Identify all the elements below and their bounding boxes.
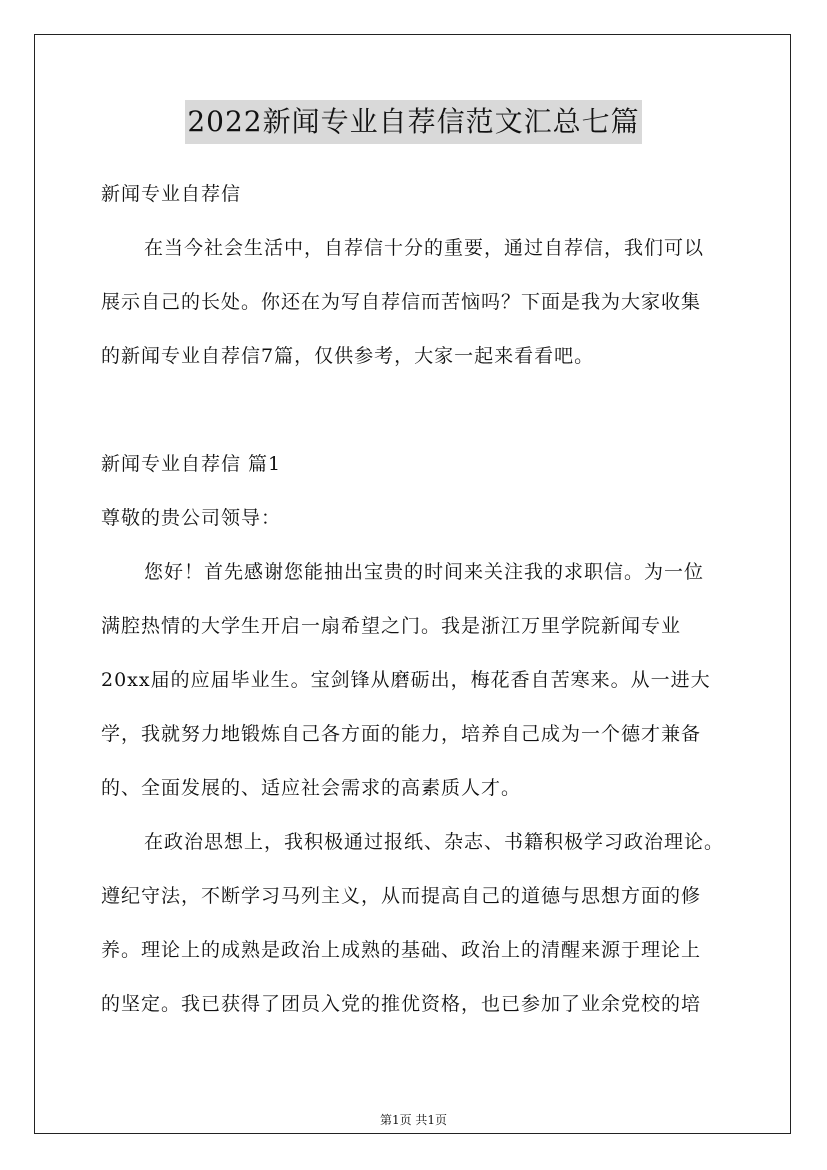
paragraph-line: 您好！首先感谢您能抽出宝贵的时间来关注我的求职信。为一位 — [144, 561, 705, 583]
paragraph-line: 遵纪守法，不断学习马列主义，从而提高自己的道德与思想方面的修 — [101, 885, 702, 907]
section-heading: 新闻专业自荐信 — [101, 183, 242, 205]
document-title: 2022新闻专业自荐信范文汇总七篇 — [185, 100, 641, 144]
paragraph-line: 满腔热情的大学生开启一扇希望之门。我是浙江万里学院新闻专业 — [101, 615, 682, 637]
paragraph-line: 在政治思想上，我积极通过报纸、杂志、书籍积极学习政治理论。 — [144, 831, 725, 853]
paragraph-line: 的新闻专业自荐信7篇，仅供参考，大家一起来看看吧。 — [101, 345, 595, 367]
title-container — [0, 100, 827, 144]
paragraph-line: 养。理论上的成熟是政治上成熟的基础、政治上的清醒来源于理论上 — [101, 939, 702, 961]
paragraph-line: 展示自己的长处。你还在为写自荐信而苦恼吗？下面是我为大家收集 — [101, 291, 702, 313]
page-number: 第1页 共1页 — [379, 1113, 448, 1127]
paragraph-line: 的、全面发展的、适应社会需求的高素质人才。 — [101, 777, 522, 799]
paragraph-line: 学，我就努力地锻炼自己各方面的能力，培养自己成为一个德才兼备 — [101, 723, 702, 745]
paragraph-line: 的坚定。我已获得了团员入党的推优资格，也已参加了业余党校的培 — [101, 993, 702, 1015]
salutation: 尊敬的贵公司领导： — [101, 507, 282, 529]
paragraph-line: 在当今社会生活中，自荐信十分的重要，通过自荐信，我们可以 — [144, 237, 705, 259]
paragraph-line: 20xx届的应届毕业生。宝剑锋从磨砺出，梅花香自苦寒来。从一进大 — [101, 669, 711, 691]
section-heading: 新闻专业自荐信 篇1 — [101, 453, 282, 475]
